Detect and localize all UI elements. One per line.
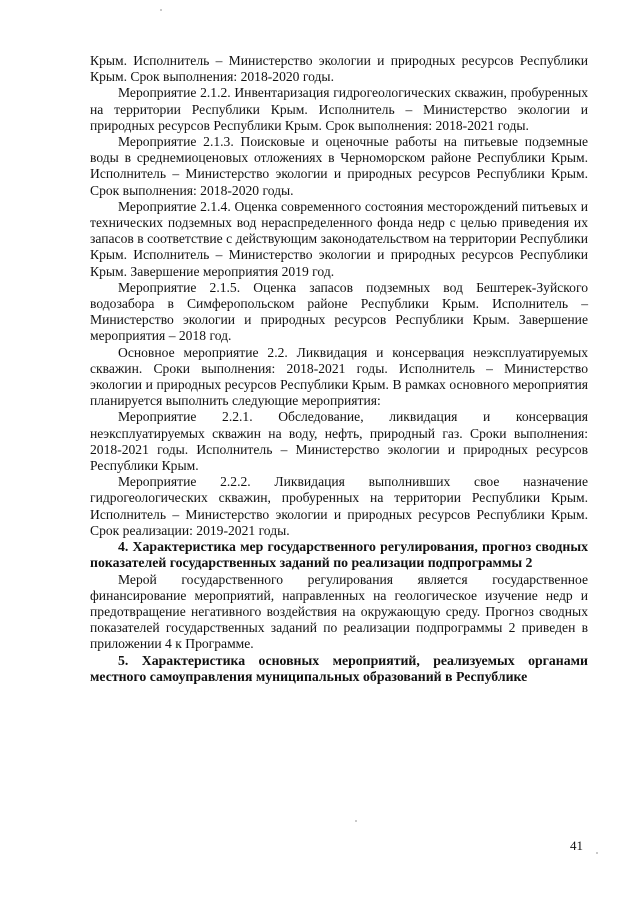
scan-speck — [355, 820, 357, 822]
paragraph-measure-2-1-2: Мероприятие 2.1.2. Инвентаризация гидрогеологических скважин, пробуренных на территории Республики Крым. Исполнитель – Министерство экологии и природных ресурсов Республики Крым. Срок выполнения: 2018-2021 годы. — [90, 85, 588, 133]
section-heading-5: 5. Характеристика основных мероприятий, реализуемых органами местного самоуправления муниципальных образований в Республике — [90, 652, 588, 684]
paragraph-measure-2-2-1: Мероприятие 2.2.1. Обследование, ликвидация и консервация неэксплуатируемых скважин на воду, нефть, природный газ. Сроки выполнения: 2018-2021 годы. Исполнитель – Министерство экологии и природных ресурсов Республики Крым. — [90, 409, 588, 474]
paragraph-main-measure-2-2: Основное мероприятие 2.2. Ликвидация и консервация неэксплуатируемых скважин. Сроки выполнения: 2018-2021 годы. Исполнитель – Министерство экологии и природных ресурсов Республики Крым. В рамках основного мероприятия планируется выполнить следующие мероприятия: — [90, 344, 588, 409]
scan-speck — [160, 9, 162, 11]
scan-speck — [596, 852, 598, 854]
paragraph-measure-2-1-3: Мероприятие 2.1.3. Поисковые и оценочные работы на питьевые подземные воды в среднемиоценовых отложениях в Черноморском районе Республики Крым. Исполнитель – Министерство экологии и природных ресурсов Республики Крым. Срок выполнения: 2018-2020 годы. — [90, 134, 588, 198]
paragraph-measure-2-2-2: Мероприятие 2.2.2. Ликвидация выполнивших свое назначение гидрогеологических скважин, пробуренных на территории Республики Крым. Исполнитель – Министерство экологии и природных ресурсов Республики Крым. Срок реализации: 2019-2021 годы. — [90, 474, 588, 538]
section-heading-4: 4. Характеристика мер государственного регулирования, прогноз сводных показателей государственных заданий по реализации подпрограммы 2 — [90, 539, 588, 571]
paragraph-measure-2-1-4: Мероприятие 2.1.4. Оценка современного состояния месторождений питьевых и технических подземных вод нераспределенного фонда недр с целью приведения их запасов в соответствие с действующим законодательством на территории Республики Крым. Исполнитель – Министерство экологии и природных ресурсов Республики Крым. Завершение мероприятия 2019 год. — [90, 198, 588, 279]
page-number: 41 — [570, 838, 583, 853]
document-body — [90, 53, 588, 685]
paragraph-continuation: Крым. Исполнитель – Министерство экологии и природных ресурсов Республики Крым. Срок выполнения: 2018-2020 годы. — [90, 53, 588, 85]
paragraph-state-regulation: Мерой государственного регулирования является государственное финансирование мероприятий, направленных на геологическое изучение недр и предотвращение негативного воздействия на окружающую среду. Прогноз сводных показателей государственных заданий по реализации подпрограммы 2 приведен в приложении 4 к Программе. — [90, 571, 588, 652]
paragraph-measure-2-1-5: Мероприятие 2.1.5. Оценка запасов подземных вод Бештерек-Зуйского водозабора в Симферопольском районе Республики Крым. Исполнитель – Министерство экологии и природных ресурсов Республики Крым. Завершение мероприятия – 2018 год. — [90, 279, 588, 344]
